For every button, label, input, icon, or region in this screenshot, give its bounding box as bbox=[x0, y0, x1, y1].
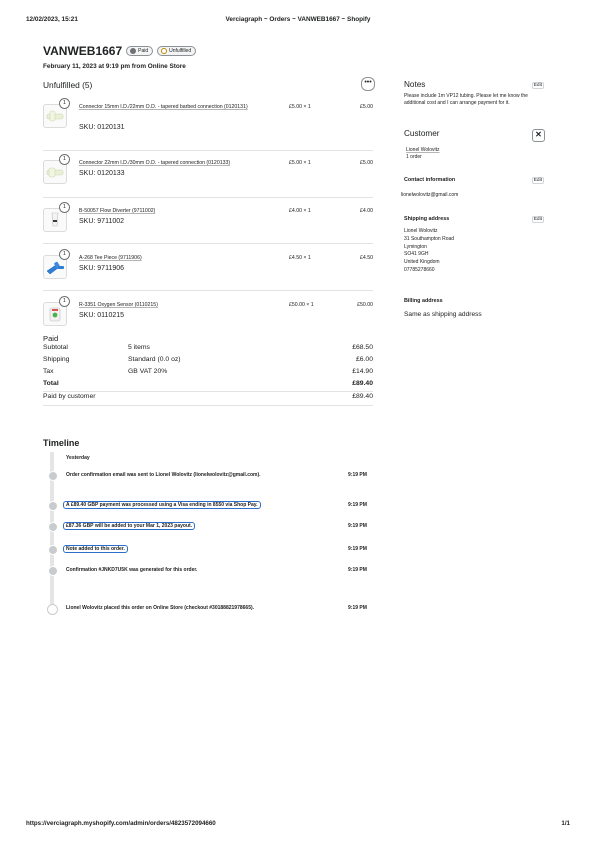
more-actions-button[interactable]: ••• bbox=[361, 77, 375, 91]
line-item bbox=[43, 296, 373, 342]
billing-section bbox=[404, 298, 544, 320]
line-total: £4.50 bbox=[360, 255, 373, 261]
contact-edit-button[interactable]: Edit bbox=[533, 178, 542, 183]
timeline-event: Lionel Wolovitz placed this order on Online Store (checkout #30188821978665). bbox=[66, 605, 255, 611]
divider bbox=[43, 243, 373, 244]
notes-card bbox=[404, 80, 544, 107]
remove-customer-button[interactable]: ✕ bbox=[532, 129, 545, 142]
payment-row-shipping: Shipping Standard (0.0 oz) £6.00 bbox=[43, 356, 373, 363]
notes-edit-button[interactable]: Edit bbox=[533, 83, 542, 88]
timeline-time: 9:19 PM bbox=[348, 523, 367, 529]
product-name-link[interactable]: Connector 22mm I.D./30mm O.D. - tapered connection (0120133) bbox=[79, 160, 231, 166]
payment-title: Paid bbox=[43, 334, 59, 343]
timeline-dot-icon bbox=[48, 501, 58, 511]
line-total: £5.00 bbox=[360, 160, 373, 166]
payment-row-paid-by-customer: Paid by customer £89.40 bbox=[43, 393, 373, 400]
timeline-dot-icon bbox=[48, 566, 58, 576]
order-date: February 11, 2023 at 9:19 pm from Online Store bbox=[43, 63, 186, 70]
line-item bbox=[43, 98, 373, 144]
print-header bbox=[26, 16, 570, 23]
contact-title: Contact information bbox=[404, 177, 456, 183]
timeline-time: 9:19 PM bbox=[348, 567, 367, 573]
timeline-time: 9:19 PM bbox=[348, 605, 367, 611]
print-title: Verciagraph ~ Orders ~ VANWEB1667 ~ Shopify bbox=[225, 16, 371, 23]
print-datetime: 12/02/2023, 15:21 bbox=[26, 16, 78, 23]
shipping-address: Lionel Wolovitz 31 Southampton Road Lymington SO41 9GH United Kingdom 07785278660 bbox=[404, 228, 455, 273]
divider bbox=[43, 150, 373, 151]
shipping-section bbox=[404, 216, 544, 275]
quantity-badge: 1 bbox=[59, 98, 70, 109]
timeline-title: Timeline bbox=[43, 438, 80, 448]
product-sku: SKU: 9711002 bbox=[79, 218, 125, 225]
timeline-time: 9:19 PM bbox=[348, 472, 367, 478]
print-page-number: 1/1 bbox=[561, 820, 570, 827]
line-item bbox=[43, 202, 373, 248]
customer-email-link[interactable]: lionelwolovitz@gmail.com bbox=[401, 192, 459, 198]
timeline-time: 9:19 PM bbox=[348, 546, 367, 552]
divider bbox=[43, 405, 373, 406]
customer-name-link[interactable]: Lionel Wolovitz bbox=[406, 147, 440, 153]
customer-order-count: 1 order bbox=[406, 153, 422, 160]
line-total: £50.00 bbox=[357, 302, 373, 308]
timeline-dot-icon bbox=[48, 471, 58, 481]
line-item bbox=[43, 249, 373, 295]
notes-text: Please include 1m VP12 tubing. Please let me know the additional cost and I can arrange payment for it. bbox=[404, 93, 528, 106]
timeline-event-link[interactable]: £87.36 GBP will be added to your Mar 1, 2023 payout. bbox=[63, 522, 195, 530]
unit-price: £4.00 × 1 bbox=[289, 208, 311, 214]
product-sku: SKU: 0120131 bbox=[79, 124, 125, 131]
timeline-dot-icon bbox=[48, 522, 58, 532]
timeline-event-link[interactable]: A £89.40 GBP payment was processed using a Visa ending in 8550 via Shop Pay. bbox=[63, 501, 261, 509]
timeline-day-label: Yesterday bbox=[66, 455, 90, 461]
print-url: https://verciagraph.myshopify.com/admin/orders/4823572094660 bbox=[26, 820, 216, 827]
product-sku: SKU: 0110215 bbox=[79, 312, 125, 319]
customer-card bbox=[404, 129, 544, 161]
product-name-link[interactable]: Connector 15mm I.D./22mm O.D. - tapered barbed connection (0120131) bbox=[79, 104, 248, 110]
quantity-badge: 1 bbox=[59, 296, 70, 307]
customer-title: Customer bbox=[404, 129, 440, 138]
fulfillment-title: Unfulfilled (5) bbox=[43, 80, 93, 90]
print-footer bbox=[26, 820, 570, 827]
shipping-edit-button[interactable]: Edit bbox=[533, 217, 542, 222]
unit-price: £4.50 × 1 bbox=[289, 255, 311, 261]
shipping-title: Shipping address bbox=[404, 216, 450, 222]
notes-title: Notes bbox=[404, 80, 426, 89]
product-sku: SKU: 0120133 bbox=[79, 170, 125, 177]
unfulfilled-dot-icon bbox=[161, 48, 167, 54]
product-name-link[interactable]: R-3351 Oxygen Sensor (0110215) bbox=[79, 302, 158, 308]
payment-row-total: Total £89.40 bbox=[43, 380, 373, 387]
timeline-dot-icon bbox=[48, 545, 58, 555]
line-item bbox=[43, 154, 373, 200]
billing-address: Same as shipping address bbox=[404, 311, 482, 318]
fulfillment-status-badge: Unfulfilled bbox=[157, 46, 196, 56]
line-total: £5.00 bbox=[360, 104, 373, 110]
quantity-badge: 1 bbox=[59, 202, 70, 213]
divider bbox=[43, 391, 373, 392]
payment-row-subtotal: Subtotal 5 items £68.50 bbox=[43, 344, 373, 351]
unit-price: £5.00 × 1 bbox=[289, 160, 311, 166]
timeline-event-link[interactable]: Note added to this order. bbox=[63, 545, 128, 553]
line-total: £4.00 bbox=[360, 208, 373, 214]
product-name-link[interactable]: A-268 Tee Piece (9711906) bbox=[79, 255, 142, 261]
order-id: VANWEB1667 bbox=[43, 44, 123, 58]
billing-title: Billing address bbox=[404, 298, 443, 304]
product-name-link[interactable]: B-50057 Flow Diverter (9711002) bbox=[79, 208, 156, 214]
timeline-event: Confirmation #JNKD7U5K was generated for this order. bbox=[66, 567, 198, 573]
timeline-dot-icon bbox=[47, 604, 58, 615]
contact-section bbox=[401, 177, 544, 199]
divider bbox=[43, 197, 373, 198]
payment-row-tax: Tax GB VAT 20% £14.90 bbox=[43, 368, 373, 375]
order-header bbox=[43, 44, 196, 58]
timeline-event: Order confirmation email was sent to Lionel Wolovitz (lionelwolovitz@gmail.com). bbox=[66, 472, 261, 478]
paid-dot-icon bbox=[130, 48, 136, 54]
unit-price: £5.00 × 1 bbox=[289, 104, 311, 110]
timeline-time: 9:19 PM bbox=[348, 502, 367, 508]
quantity-badge: 1 bbox=[59, 154, 70, 165]
quantity-badge: 1 bbox=[59, 249, 70, 260]
product-sku: SKU: 9711906 bbox=[79, 265, 125, 272]
divider bbox=[43, 290, 373, 291]
unit-price: £50.00 × 1 bbox=[289, 302, 314, 308]
payment-status-badge: Paid bbox=[126, 46, 153, 56]
